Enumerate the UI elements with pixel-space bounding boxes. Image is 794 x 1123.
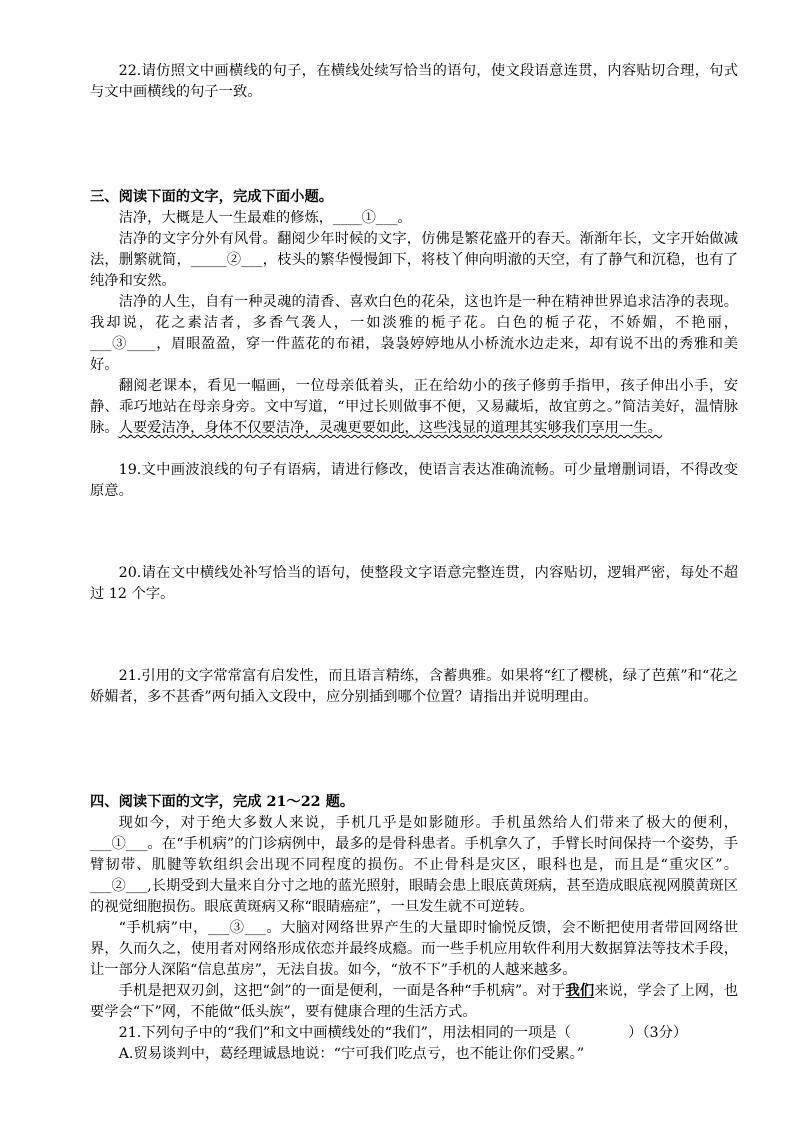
section-4-paragraph-3 <box>90 981 738 1023</box>
paragraph-3-after: 来说，学会了上网，也要学会“下”网，不能做“低头族”，要有健康合理的生活方式。 <box>90 983 739 1020</box>
section-4-paragraph-1: 现如今，对于绝大多数人来说，手机几乎是如影随形。手机虽然给人们带来了极大的便利，___①___。在“手机病”的门诊病例中，最多的是骨科患者。手机拿久了，手臂长时间保持一个姿势，手臂韧带、肌腱等软组织会出现不同程度的损伤。不止骨科是灾区，眼科也是，而且是“重灾区”。___②___,长期受到大量来自分寸之地的蓝光照射，眼睛会患上眼底黄斑病，甚至造成眼底视网膜黄斑区的视觉细胞损伤。眼底黄斑病又称“眼睛癌症”，一旦发生就不可逆转。 <box>90 815 738 915</box>
paragraph-4-text: 翻阅老课本，看见一幅画，一位母亲低着头，正在给幼小的孩子修剪手指甲，孩子伸出小手，安静、乖巧地站在母亲身旁。文中写道，“甲过长则做事不便，又易藏垢，故宜剪之。”简洁美好，温情脉脉。 <box>90 378 738 436</box>
underlined-women: 我们 <box>565 983 595 999</box>
question-20: 20.请在文中横线处补写恰当的语句，使整段文字语意完整连贯，内容贴切，逻辑严密，每处不超过 12 个字。 <box>90 565 738 602</box>
section-3-paragraph-4 <box>90 376 738 439</box>
wavy-underlined-sentence: 人要爱洁净，身体不仅要洁净，灵魂更要如此，这些浅显的道理其实够我们享用一生。 <box>118 420 662 436</box>
section-4-heading: 四、阅读下面的文字，完成 21～22 题。 <box>90 794 355 810</box>
paragraph-3-before: 手机是把双刃剑，这把“剑”的一面是便利，一面是各种“手机病”。对于 <box>118 983 566 999</box>
section-3-heading: 三、阅读下面的文字，完成下面小题。 <box>90 189 334 205</box>
section-3-paragraph-1: 洁净，大概是人一生最难的修炼，____①___。 <box>118 210 412 226</box>
option-a: A.贸易谈判中，葛经理诚恳地说：“宁可我们吃点亏，也不能让你们受累。” <box>118 1046 585 1062</box>
question-21-section-4: 21.下列句子中的“我们”和文中画横线处的“我们”，用法相同的一项是（ ）（3分） <box>118 1025 688 1041</box>
question-19: 19.文中画波浪线的句子有语病，请进行修改，使语言表达准确流畅。可少量增删词语，不得改变原意。 <box>90 462 738 499</box>
section-4-paragraph-2: “手机病”中，___③___。大脑对网络世界产生的大量即时愉悦反馈，会不断把使用者带回网络世界，久而久之，使用者对网络形成依恋并最终成瘾。而一些手机应用软件利用大数据算法等技术手段，让一部分人深陷“信息茧房”，无法自拔。如今，“放不下”手机的人越来越多。 <box>90 920 738 978</box>
section-3-paragraph-2: 洁净的文字分外有风骨。翻阅少年时候的文字，仿佛是繁花盛开的春天。渐渐年长，文字开始做减法，删繁就简，_____②___，枝头的繁华慢慢卸下，将枝丫伸向明澈的天空，有了静气和沉稳，也有了纯净和安然。 <box>90 231 738 289</box>
question-22-intro: 22.请仿照文中画横线的句子，在横线处续写恰当的语句，使文段语意连贯，内容贴切合理，句式与文中画横线的句子一致。 <box>90 63 738 100</box>
section-3-paragraph-3: 洁净的人生，自有一种灵魂的清香、喜欢白色的花朵，这也许是一种在精神世界追求洁净的表现。我却说，花之素洁者，多香气袭人，一如淡雅的栀子花。白色的栀子花，不娇媚，不艳丽，___③____，眉眼盈盈，穿一件蓝花的布裙，袅袅婷婷地从小桥流水边走来，却有说不出的秀雅和美好。 <box>90 294 738 373</box>
question-21: 21.引用的文字常常富有启发性，而且语言精练，含蓄典雅。如果将“红了樱桃，绿了芭蕉”和“花之娇媚者，多不甚香”两句插入文段中，应分别插到哪个位置？请指出并说明理由。 <box>90 668 738 705</box>
